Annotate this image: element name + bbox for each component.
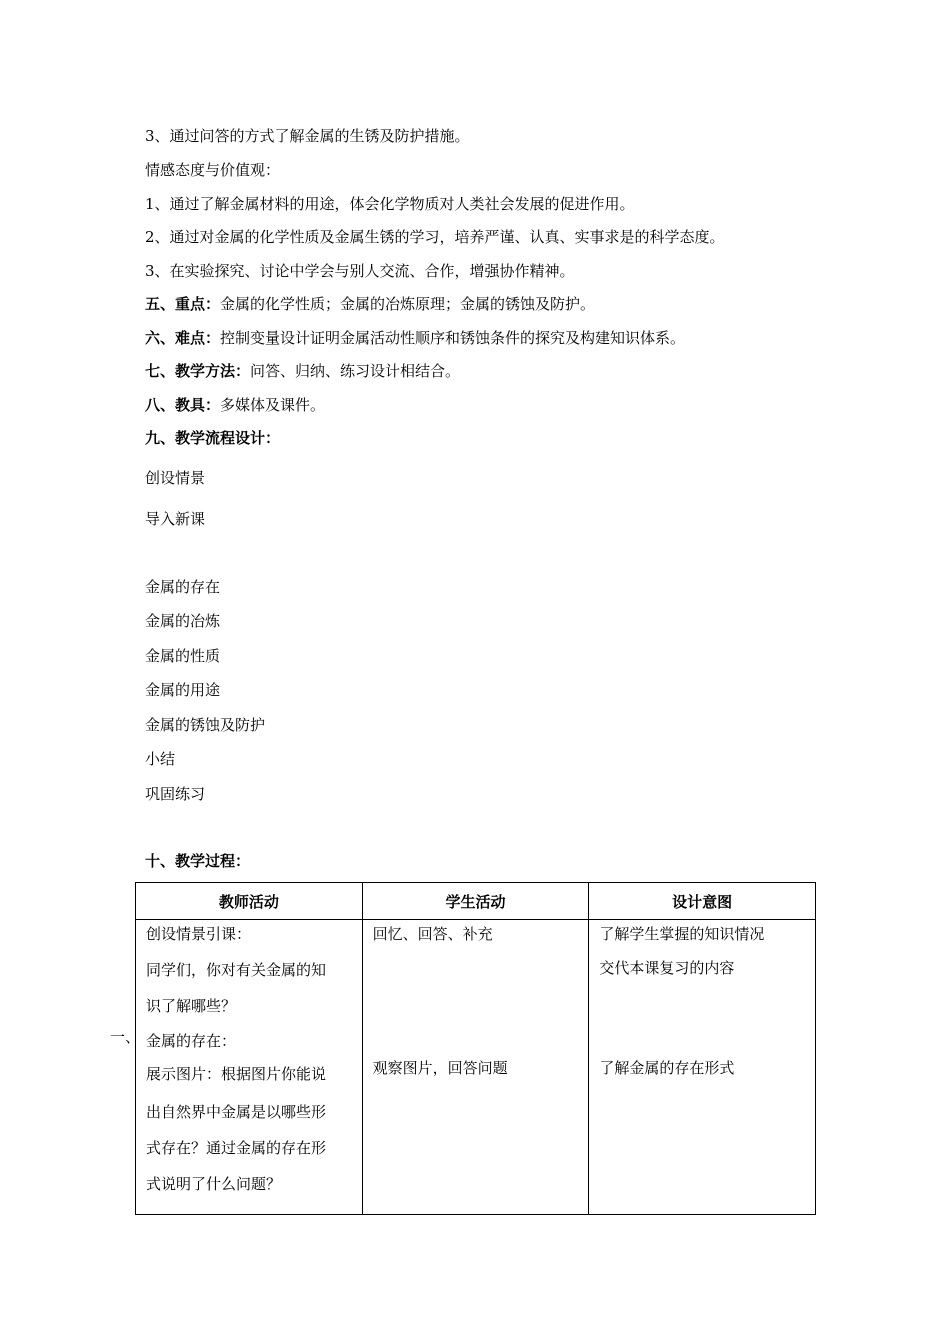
table-row: [136, 920, 816, 1215]
section-key-points: [145, 294, 595, 314]
list-marker: 一、: [110, 1028, 141, 1046]
header-intent: 设计意图: [589, 883, 816, 920]
teacher-line: 创设情景引课：: [146, 925, 252, 943]
section-text: 金属的化学性质；金属的冶炼原理；金属的锈蚀及防护。: [220, 295, 596, 313]
student-line: 回忆、回答、补充: [372, 925, 493, 943]
objective-line-1: 3、通过问答的方式了解金属的生锈及防护措施。: [145, 127, 470, 145]
student-cell: [362, 920, 589, 1215]
objective-line-3: 1、通过了解金属材料的用途，体会化学物质对人类社会发展的促进作用。: [145, 195, 635, 213]
flow-item: 小结: [145, 750, 176, 768]
section-label: 七、教学方法：: [145, 362, 251, 380]
section-process-heading: 十、教学过程：: [145, 852, 251, 870]
flow-item: 金属的性质: [145, 647, 221, 665]
intent-cell: [589, 920, 816, 1215]
teacher-line: 展示图片：根据图片你能说: [146, 1065, 327, 1083]
section-flow-heading: 九、教学流程设计：: [145, 429, 281, 447]
section-text: 控制变量设计证明金属活动性顺序和锈蚀条件的探究及构建知识体系。: [220, 329, 686, 347]
flow-item: 金属的存在: [145, 578, 221, 596]
header-teacher: 教师活动: [136, 883, 363, 920]
section-methods: [145, 361, 460, 381]
section-label: 六、难点：: [145, 329, 221, 347]
flow-item: 金属的锈蚀及防护: [145, 716, 266, 734]
table-header-row: [136, 883, 816, 920]
section-difficulties: [145, 328, 685, 348]
objective-line-4: 2、通过对金属的化学性质及金属生锈的学习，培养严谨、认真、实事求是的科学态度。: [145, 228, 725, 246]
teaching-process-table: [135, 882, 816, 1215]
teacher-line: 同学们，你对有关金属的知: [146, 961, 327, 979]
flow-item: 导入新课: [145, 510, 206, 528]
section-label: 八、教具：: [145, 396, 221, 414]
student-line: 观察图片，回答问题: [372, 1059, 508, 1077]
intent-line: 了解学生掌握的知识情况: [599, 925, 765, 943]
teacher-line: 出自然界中金属是以哪些形: [146, 1103, 327, 1121]
teacher-cell: [136, 920, 363, 1215]
objective-heading: 情感态度与价值观：: [145, 161, 281, 179]
objective-line-5: 3、在实验探究、讨论中学会与别人交流、合作，增强协作精神。: [145, 262, 575, 280]
teacher-line: 式存在？通过金属的存在形: [146, 1139, 327, 1157]
flow-item: 金属的冶炼: [145, 612, 221, 630]
teacher-line: 金属的存在：: [146, 1032, 237, 1050]
section-label: 五、重点：: [145, 295, 221, 313]
section-text: 问答、归纳、练习设计相结合。: [250, 362, 461, 380]
teacher-line: 式说明了什么问题？: [146, 1175, 282, 1193]
intent-line: 交代本课复习的内容: [599, 959, 735, 977]
flow-item: 金属的用途: [145, 681, 221, 699]
header-student: 学生活动: [362, 883, 589, 920]
flow-item: 创设情景: [145, 469, 206, 487]
teacher-line: 识了解哪些？: [146, 997, 237, 1015]
section-text: 多媒体及课件。: [220, 396, 326, 414]
flow-item: 巩固练习: [145, 785, 206, 803]
section-tools: [145, 395, 325, 415]
intent-line: 了解金属的存在形式: [599, 1059, 735, 1077]
